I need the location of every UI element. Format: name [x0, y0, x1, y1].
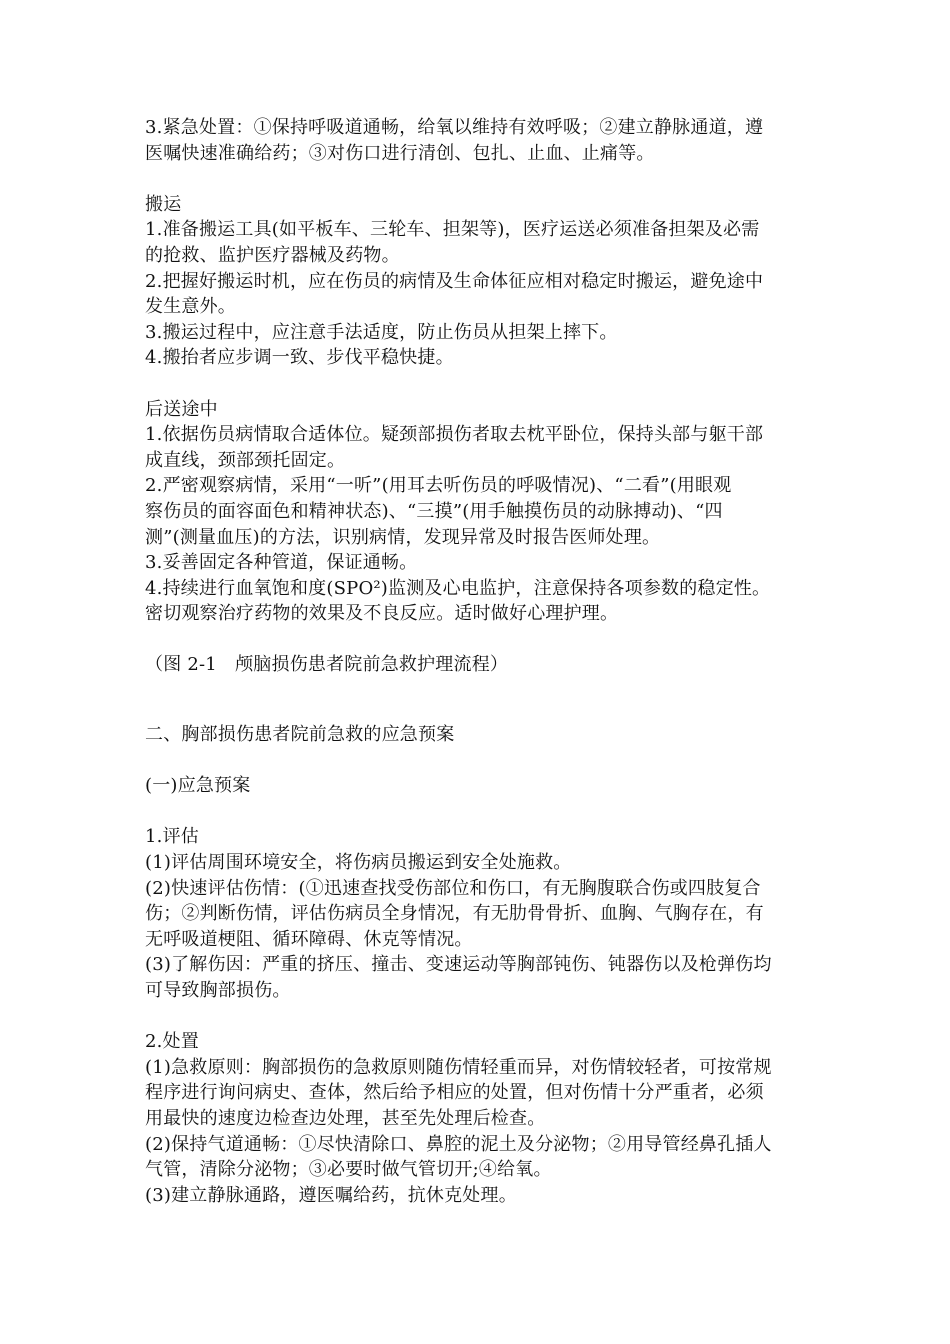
text-line: 程序进行询问病史、查体，然后给予相应的处置，但对伤情十分严重者，必须 — [145, 1082, 764, 1104]
document-body — [145, 115, 810, 1208]
text-line: (2)保持气道通畅：①尽快清除口、鼻腔的泥土及分泌物；②用导管经鼻孔插人 — [145, 1133, 772, 1155]
text-line: 无呼吸道梗阻、循环障碍、休克等情况。 — [145, 928, 473, 950]
text-line: 发生意外。 — [145, 296, 236, 318]
text-line: 成直线，颈部颈托固定。 — [145, 449, 346, 471]
text-line: 测”(测量血压)的方法，识别病情，发现异常及时报告医师处理。 — [145, 526, 661, 548]
text-line: 的抢救、监护医疗器械及药物。 — [145, 244, 400, 266]
emergency-treatment-paragraph — [145, 115, 810, 166]
subsection-title: (一)应急预案 — [145, 775, 251, 797]
text-line: 3.紧急处置：①保持呼吸道通畅，给氧以维持有效呼吸；②建立静脉通道，遵 — [145, 117, 764, 138]
transport-section — [145, 192, 810, 371]
text-line: (3)建立静脉通路，遵医嘱给药，抗休克处理。 — [145, 1184, 517, 1206]
text-line: 4.搬抬者应步调一致、步伐平稳快捷。 — [145, 347, 454, 369]
transport-heading: 搬运 — [145, 193, 182, 215]
text-line: 3.妥善固定各种管道，保证通畅。 — [145, 552, 418, 574]
text-line: 可导致胸部损伤。 — [145, 980, 291, 1001]
treatment-section — [145, 1029, 810, 1208]
assessment-section — [145, 824, 810, 1003]
text-line: 医嘱快速准确给药；③对伤口进行清创、包扎、止血、止痛等。 — [145, 142, 655, 164]
text-line: (2)快速评估伤情：(①迅速查找受伤部位和伤口，有无胸腹联合伤或四肢复合 — [145, 877, 761, 899]
text-line: 4.持续进行血氧饱和度(SPO²)监测及心电监护，注意保持各项参数的稳定性。 — [145, 577, 771, 599]
text-line: (1)评估周围环境安全，将伤病员搬运到安全处施救。 — [145, 852, 572, 874]
en-route-section — [145, 397, 810, 627]
text-line: 1.准备搬运工具(如平板车、三轮车、担架等)，医疗运送必须准备担架及必需 — [145, 219, 760, 241]
text-line: 密切观察治疗药物的效果及不良反应。适时做好心理护理。 — [145, 603, 619, 625]
treatment-heading: 2.处置 — [145, 1031, 199, 1053]
text-line: 察伤员的面容面色和精神状态)、“三摸”(用手触摸伤员的动脉搏动)、“四 — [145, 500, 723, 522]
section-title: 二、胸部损伤患者院前急救的应急预案 — [145, 724, 455, 746]
text-line: 3.搬运过程中，应注意手法适度，防止伤员从担架上摔下。 — [145, 321, 618, 343]
text-line: (1)急救原则：胸部损伤的急救原则随伤情轻重而异，对伤情较轻者，可按常规 — [145, 1056, 772, 1078]
text-line: 2.严密观察病情，采用“一听”(用耳去听伤员的呼吸情况)、“二看”(用眼观 — [145, 475, 732, 497]
text-line: 伤；②判断伤情，评估伤病员全身情况，有无肋骨骨折、血胸、气胸存在，有 — [145, 903, 764, 925]
en-route-heading: 后送途中 — [145, 398, 218, 420]
figure-caption: （图 2-1 颅脑损伤患者院前急救护理流程） — [145, 654, 509, 676]
text-line: 2.把握好搬运时机，应在伤员的病情及生命体征应相对稳定时搬运，避免途中 — [145, 270, 764, 292]
assessment-heading: 1.评估 — [145, 826, 199, 848]
text-line: 气管，清除分泌物；③必要时做气管切开;④给氧。 — [145, 1159, 552, 1181]
text-line: 用最快的速度边检查边处理，甚至先处理后检查。 — [145, 1107, 546, 1129]
text-line: (3)了解伤因：严重的挤压、撞击、变速运动等胸部钝伤、钝器伤以及枪弹伤均 — [145, 954, 772, 976]
text-line: 1.依据伤员病情取合适体位。疑颈部损伤者取去枕平卧位，保持头部与躯干部 — [145, 424, 764, 446]
